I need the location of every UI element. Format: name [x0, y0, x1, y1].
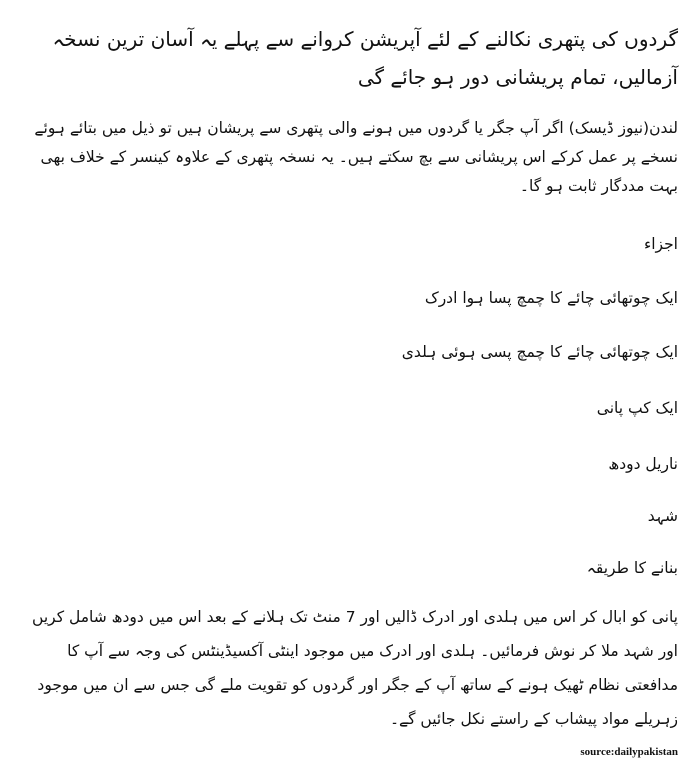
- source-credit: source:dailypakistan: [580, 746, 678, 758]
- article-intro: لندن(نیوز ڈیسک) اگر آپ جگر یا گردوں میں ہونے والی پتھری سے پریشان ہیں تو ذیل میں بتائے ہوئے نسخے پر عمل کرکے اس پریشانی سے بچ سکتے ہیں۔ یہ نسخہ پتھری کے علاوہ کینسر کے خلاف بھی بہت مددگار ثابت ہو گا۔: [34, 119, 678, 195]
- ingredient-item: ناریل دودھ: [608, 455, 678, 473]
- ingredient-item: شہد: [647, 507, 678, 525]
- method-heading: بنانے کا طریقہ: [586, 559, 678, 577]
- ingredient-item: ایک چوتھائی چائے کا چمچ پسی ہوئی ہلدی: [401, 343, 678, 361]
- article-title: گردوں کی پتھری نکالنے کے لئے آپریشن کروانے سے پہلے یہ آسان ترین نسخہ آزمالیں، تمام پریشانی دور ہو جائے گی: [52, 27, 678, 89]
- ingredient-item: ایک کپ پانی: [596, 399, 678, 417]
- method-text: پانی کو ابال کر اس میں ہلدی اور ادرک ڈالیں اور 7 منٹ تک ہلانے کے بعد اس میں دودھ شامل کریں اور شہد ملا کر نوش فرمائیں۔ ہلدی اور ادرک میں موجود اینٹی آکسیڈینٹس کی وجہ سے آپ کا مدافعتی نظام ٹھیک ہونے کے ساتھ آپ کے جگر اور گردوں کو تقویت ملے گی جس سے ان میں موجود زہریلے مواد پیشاب کے راستے نکل جائیں گے۔: [32, 608, 678, 728]
- ingredients-heading: اجزاء: [643, 235, 678, 253]
- ingredient-item: ایک چوتھائی چائے کا چمچ پسا ہوا ادرک: [424, 289, 678, 307]
